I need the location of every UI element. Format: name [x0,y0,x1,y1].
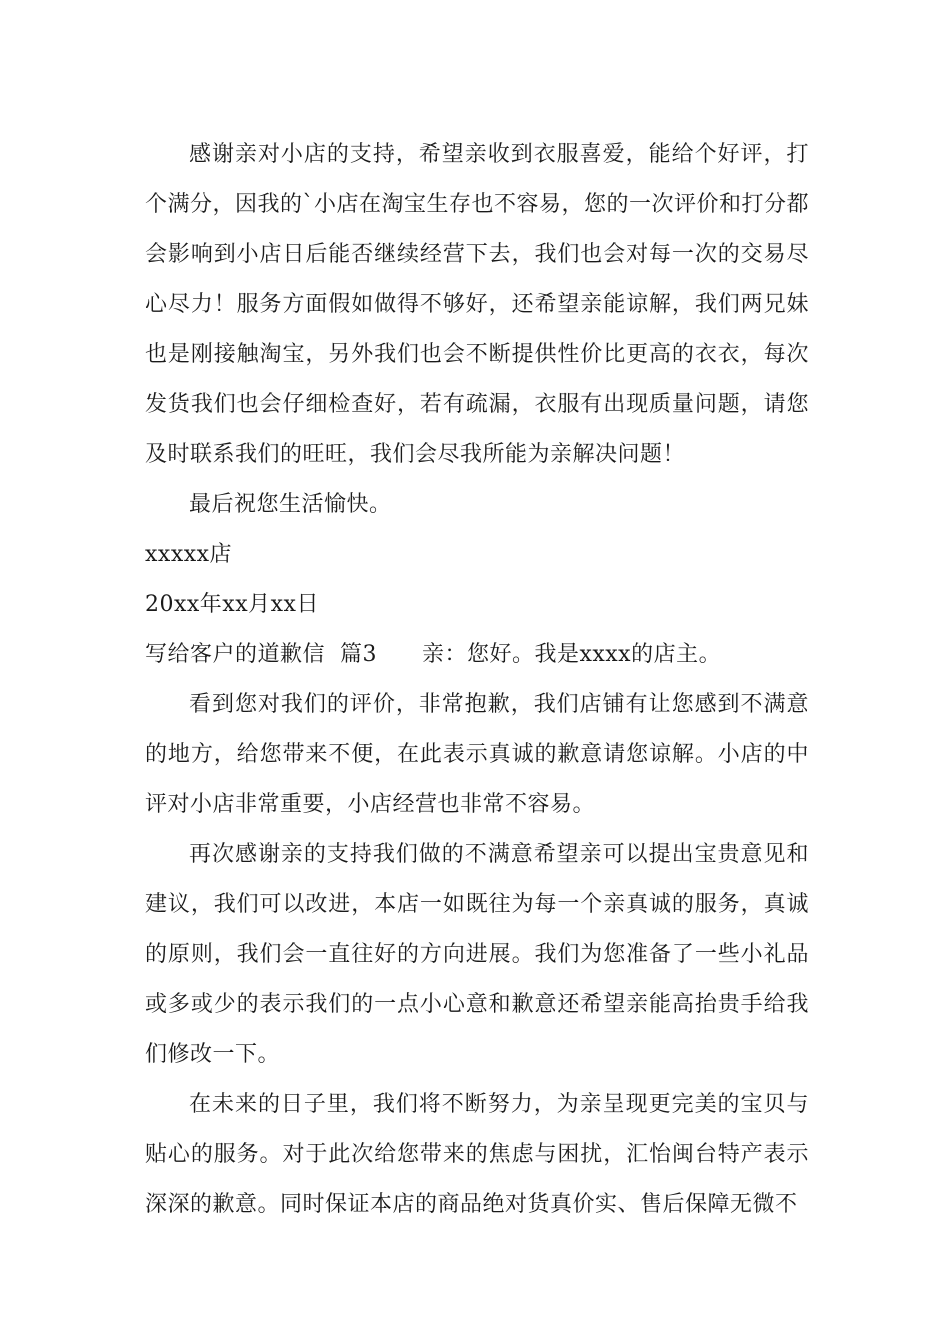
section-heading: 写给客户的道歉信 篇3 亲：您好。我是xxxx的店主。 [145,642,722,667]
paragraph-thanks: 感谢亲对小店的支持，希望亲收到衣服喜爱，能给个好评，打个满分，因我的`小店在淘宝生存也不容易，您的一次评价和打分都会影响到小店日后能否继续经营下去，我们也会对每一次的交易尽心尽力！服务方面假如做得不够好，还希望亲能谅解，我们两兄妹也是刚接触淘宝，另外我们也会不断提供性价比更高的衣衣，每次发货我们也会仔细检查好，若有疏漏，衣服有出现质量问题，请您及时联系我们的旺旺，我们会尽我所能为亲解决问题！ [145,142,810,467]
signature-date: 20xx年xx月xx日 [145,592,319,617]
document-body [145,130,809,1230]
paragraph-future: 在未来的日子里，我们将不断努力，为亲呈现更完美的宝贝与贴心的服务。对于此次给您带来的焦虑与困扰，汇怡闽台特产表示深深的歉意。同时保证本店的商品绝对货真价实、售后保障无微不 [145,1092,809,1217]
paragraph-apology: 看到您对我们的评价，非常抱歉，我们店铺有让您感到不满意的地方，给您带来不便，在此表示真诚的歉意请您谅解。小店的中评对小店非常重要，小店经营也非常不容易。 [145,692,809,817]
paragraph-closing-wish: 最后祝您生活愉快。 [189,492,392,517]
paragraph-request: 再次感谢亲的支持我们做的不满意希望亲可以提出宝贵意见和建议，我们可以改进，本店一如既往为每一个亲真诚的服务，真诚的原则，我们会一直往好的方向进展。我们为您准备了一些小礼品或多或少的表示我们的一点小心意和歉意还希望亲能高抬贵手给我们修改一下。 [145,842,809,1067]
signature-store: xxxxx店 [145,542,233,567]
